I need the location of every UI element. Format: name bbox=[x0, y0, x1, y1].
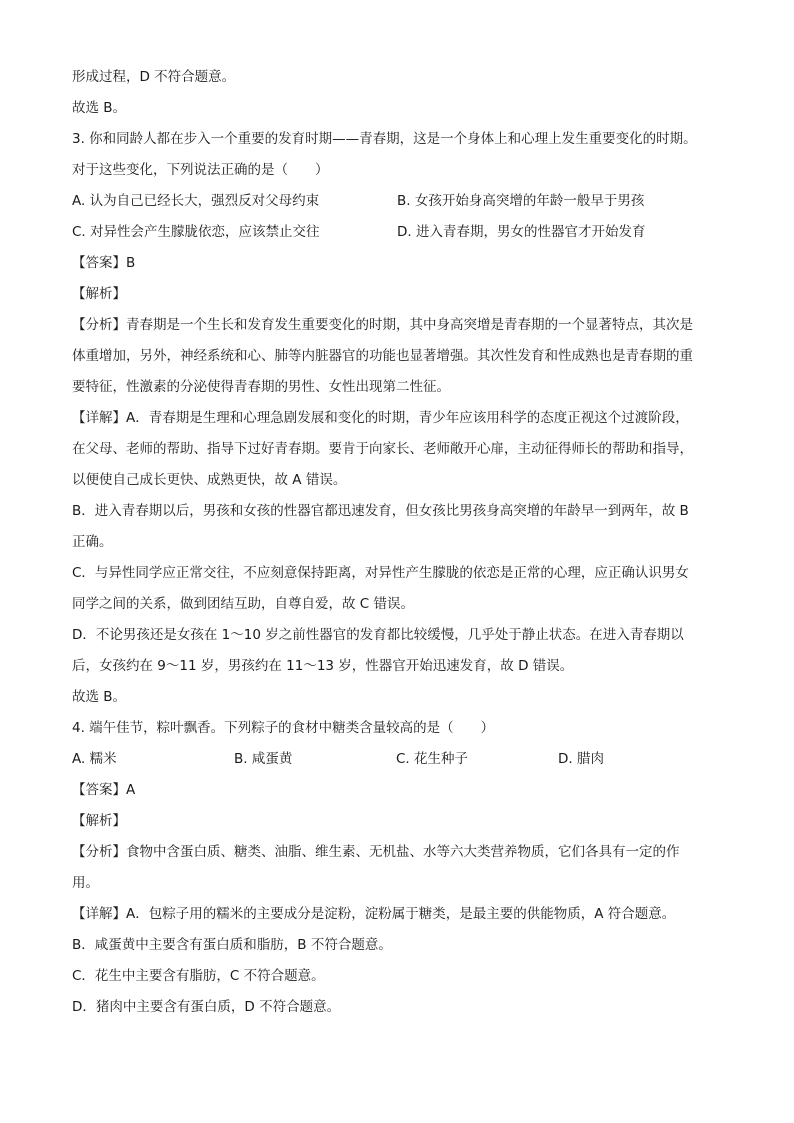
q4-xj-d: D．猪肉中主要含有蛋白质，D 不符合题意。 bbox=[72, 999, 341, 1015]
q3-fenxi-tag: 【分析】 bbox=[72, 317, 126, 333]
q3-stem-line2: 对于这些变化，下列说法正确的是（ ） bbox=[72, 162, 329, 178]
q3-fenxi-line3: 要特征，性激素的分泌使得青春期的男性、女性出现第二性征。 bbox=[72, 379, 450, 395]
q4-fenxi-tag: 【分析】 bbox=[72, 844, 126, 860]
document-page bbox=[72, 62, 722, 1023]
q4-stem: 4. 端午佳节，粽叶飘香。下列粽子的食材中糖类含量较高的是（ ） bbox=[72, 720, 495, 736]
q4-xj-b: B．咸蛋黄中主要含有蛋白质和脂肪，B 不符合题意。 bbox=[72, 937, 392, 953]
q3-fenxi-text1: 青春期是一个生长和发育发生重要变化的时期，其中身高突增是青春期的一个显著特点，其次是 bbox=[126, 317, 693, 333]
q4-xj-c: C．花生中主要含有脂肪，C 不符合题意。 bbox=[72, 968, 325, 984]
q3-fenxi-line1 bbox=[72, 310, 722, 341]
q3-xj-c-line1: C．与异性同学应正常交往，不应刻意保持距离，对异性产生朦胧的依恋是正常的心理，应正确认识男女 bbox=[72, 565, 689, 581]
q4-option-a: A. 糯米 bbox=[72, 751, 117, 767]
q3-answer-value: B bbox=[126, 255, 136, 271]
q3-choice: 故选 B。 bbox=[72, 689, 127, 705]
q3-option-a: A. 认为自己已经长大，强烈反对父母约束 bbox=[72, 193, 320, 209]
q4-answer-tag: 【答案】 bbox=[72, 782, 126, 798]
q4-fenxi-line2: 用。 bbox=[72, 875, 99, 891]
q3-xj-d-line2: 后，女孩约在 9～11 岁，男孩约在 11～13 岁，性器官开始迅速发育，故 D 错误。 bbox=[72, 658, 574, 674]
q3-xj-b-line2: 正确。 bbox=[72, 534, 113, 550]
q3-option-c: C. 对异性会产生朦胧依恋，应该禁止交往 bbox=[72, 224, 320, 240]
q3-xj-b-line1: B．进入青春期以后，男孩和女孩的性器官都迅速发育，但女孩比男孩身高突增的年龄早一到两年，故 B bbox=[72, 503, 689, 519]
q3-option-d: D. 进入青春期，男女的性器官才开始发育 bbox=[397, 224, 646, 240]
q4-options-row bbox=[72, 744, 722, 775]
q3-option-b: B. 女孩开始身高突增的年龄一般早于男孩 bbox=[397, 193, 645, 209]
q2-tail-line: 形成过程，D 不符合题意。 bbox=[72, 69, 236, 85]
q3-xj-a-text1: A．青春期是生理和心理急剧发展和变化的时期，青少年应该用科学的态度正视这个过渡阶段， bbox=[126, 410, 689, 426]
q4-analysis-tag: 【解析】 bbox=[72, 813, 126, 829]
q3-xj-d-line1: D．不论男孩还是女孩在 1～10 岁之前性器官的发育都比较缓慢，几乎处于静止状态。在进入青春期以 bbox=[72, 627, 684, 643]
q3-analysis-tag: 【解析】 bbox=[72, 286, 126, 302]
q3-xiangjie-tag: 【详解】 bbox=[72, 410, 126, 426]
q4-option-c: C. 花生种子 bbox=[396, 751, 469, 767]
q4-answer-value: A bbox=[126, 782, 136, 798]
q4-xiangjie-tag: 【详解】 bbox=[72, 906, 126, 922]
q2-choice: 故选 B。 bbox=[72, 100, 127, 116]
q4-answer bbox=[72, 775, 722, 806]
q4-fenxi-line1 bbox=[72, 837, 722, 868]
q4-option-d: D. 腊肉 bbox=[558, 751, 604, 767]
q3-answer-tag: 【答案】 bbox=[72, 255, 126, 271]
q3-xj-a-line2: 在父母、老师的帮助、指导下过好青春期。要肯于向家长、老师敞开心扉，主动征得师长的帮助和指导， bbox=[72, 441, 693, 457]
q3-stem-line1: 3. 你和同龄人都在步入一个重要的发育时期——青春期，这是一个身体上和心理上发生重要变化的时期。 bbox=[72, 131, 697, 147]
q4-xj-a-text: A．包粽子用的糯米的主要成分是淀粉，淀粉属于糖类，是最主要的供能物质，A 符合题意。 bbox=[126, 906, 676, 922]
q3-fenxi-line2: 体重增加，另外，神经系统和心、肺等内脏器官的功能也显著增强。其次性发育和性成熟也是青春期的重 bbox=[72, 348, 693, 364]
q4-xiangjie-a bbox=[72, 899, 722, 930]
q3-options-row1 bbox=[72, 186, 722, 217]
q4-option-b: B. 咸蛋黄 bbox=[234, 751, 293, 767]
q3-answer bbox=[72, 248, 722, 279]
q3-options-row2 bbox=[72, 217, 722, 248]
q4-fenxi-text1: 食物中含蛋白质、糖类、油脂、维生素、无机盐、水等六大类营养物质，它们各具有一定的作 bbox=[126, 844, 680, 860]
q3-xiangjie-a-line1 bbox=[72, 403, 722, 434]
q3-xj-c-line2: 同学之间的关系，做到团结互助，自尊自爱，故 C 错误。 bbox=[72, 596, 415, 612]
q3-xj-a-line3: 以便使自己成长更快、成熟更快，故 A 错误。 bbox=[72, 472, 347, 488]
